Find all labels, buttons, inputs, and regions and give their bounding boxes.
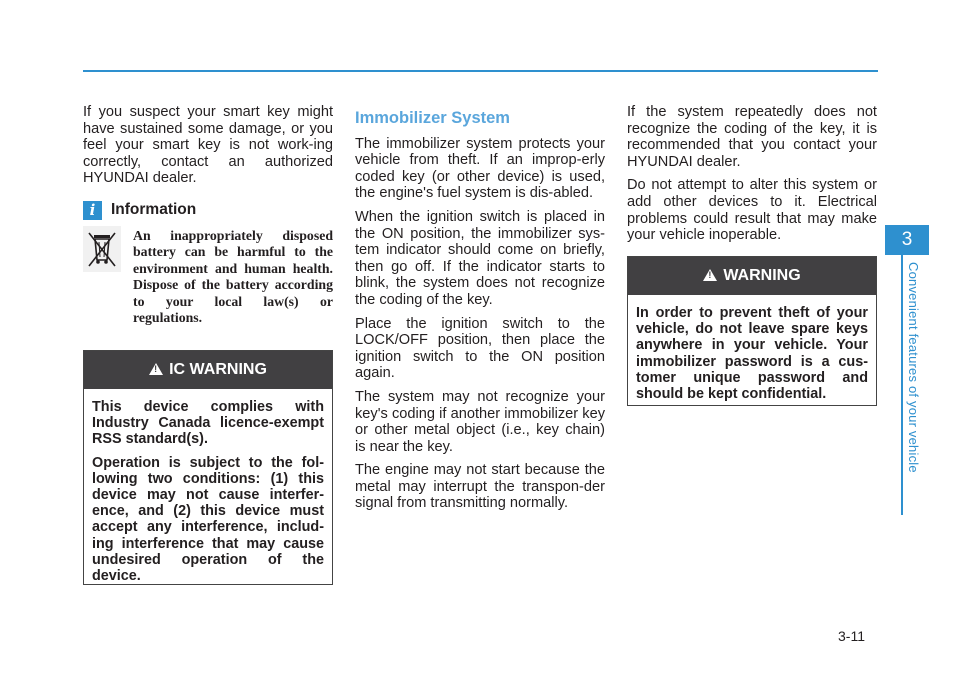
column-right	[627, 104, 877, 251]
immobilizer-paragraph: When the ignition switch is placed in the ON position, the immobilizer sys-tem indicator should come on briefly, then go off. If the indicator starts to blink, the system does not recognize the coding of the key.	[355, 208, 605, 308]
warning-box	[627, 256, 877, 406]
ic-warning-box	[83, 350, 333, 585]
column-left	[83, 104, 333, 326]
ic-warning-paragraph: This device complies with Industry Canada licence-exempt RSS standard(s).	[92, 399, 324, 448]
chapter-title: Convenient features of your vehicle	[906, 262, 921, 473]
information-body	[83, 228, 333, 326]
information-title: Information	[111, 201, 197, 219]
warning-title: WARNING	[723, 267, 801, 284]
crossed-out-bin-icon	[83, 226, 121, 272]
battery-disposal-text: An inappropriately disposed battery can be harmful to the environment and human health. Dispose of the battery according to your local law(s) or regulations.	[133, 227, 333, 325]
immobilizer-paragraph: Do not attempt to alter this system or add other devices to it. Electrical problems could result that may make your vehicle inoperable.	[627, 177, 877, 244]
chapter-number-tab: 3	[885, 225, 929, 255]
immobilizer-paragraph: The engine may not start because the metal may interrupt the transpon-der signal from transmitting normally.	[355, 462, 605, 512]
ic-warning-body	[84, 389, 332, 599]
immobilizer-paragraph: If the system repeatedly does not recognize the coding of the key, it is recommended that you contact your HYUNDAI dealer.	[627, 104, 877, 170]
chapter-stripe	[901, 255, 903, 515]
warning-triangle-icon	[703, 269, 717, 281]
ic-warning-paragraph: Operation is subject to the fol-lowing two conditions: (1) this device may not cause interfer-ence, and (2) this device must accept any interference, includ-ing interference that may cause undesired operation of the device.	[92, 454, 324, 585]
immobilizer-paragraph: The system may not recognize your key's coding if another immobilizer key or other metal object (i.e., key chain) is near the key.	[355, 388, 605, 455]
warning-body	[628, 295, 876, 417]
information-heading	[83, 201, 333, 220]
header-rule	[83, 70, 878, 72]
info-icon: i	[83, 201, 102, 220]
column-middle	[355, 110, 605, 519]
ic-warning-title: IC WARNING	[169, 361, 267, 378]
warning-text: In order to prevent theft of your vehicle, do not leave spare keys anywhere in your vehicle. Your immobilizer password is a cus-tomer unique password and should be kept confidential.	[636, 305, 868, 403]
warning-triangle-icon	[149, 363, 163, 375]
section-title: Immobilizer System	[355, 109, 510, 127]
page-number: 3-11	[838, 628, 865, 644]
ic-warning-header	[84, 351, 332, 389]
immobilizer-paragraph: Place the ignition switch to the LOCK/OFF position, then place the ignition switch to the ON position again.	[355, 315, 605, 382]
immobilizer-paragraph: The immobilizer system protects your vehicle from theft. If an improp-erly coded key (or other device) is used, the engine's fuel system is dis-abled.	[355, 135, 605, 202]
smart-key-damage-paragraph: If you suspect your smart key might have sustained some damage, or you feel your smart key is not work-ing correctly, contact an authorized HYUNDAI dealer.	[83, 104, 333, 187]
warning-header	[628, 257, 876, 295]
